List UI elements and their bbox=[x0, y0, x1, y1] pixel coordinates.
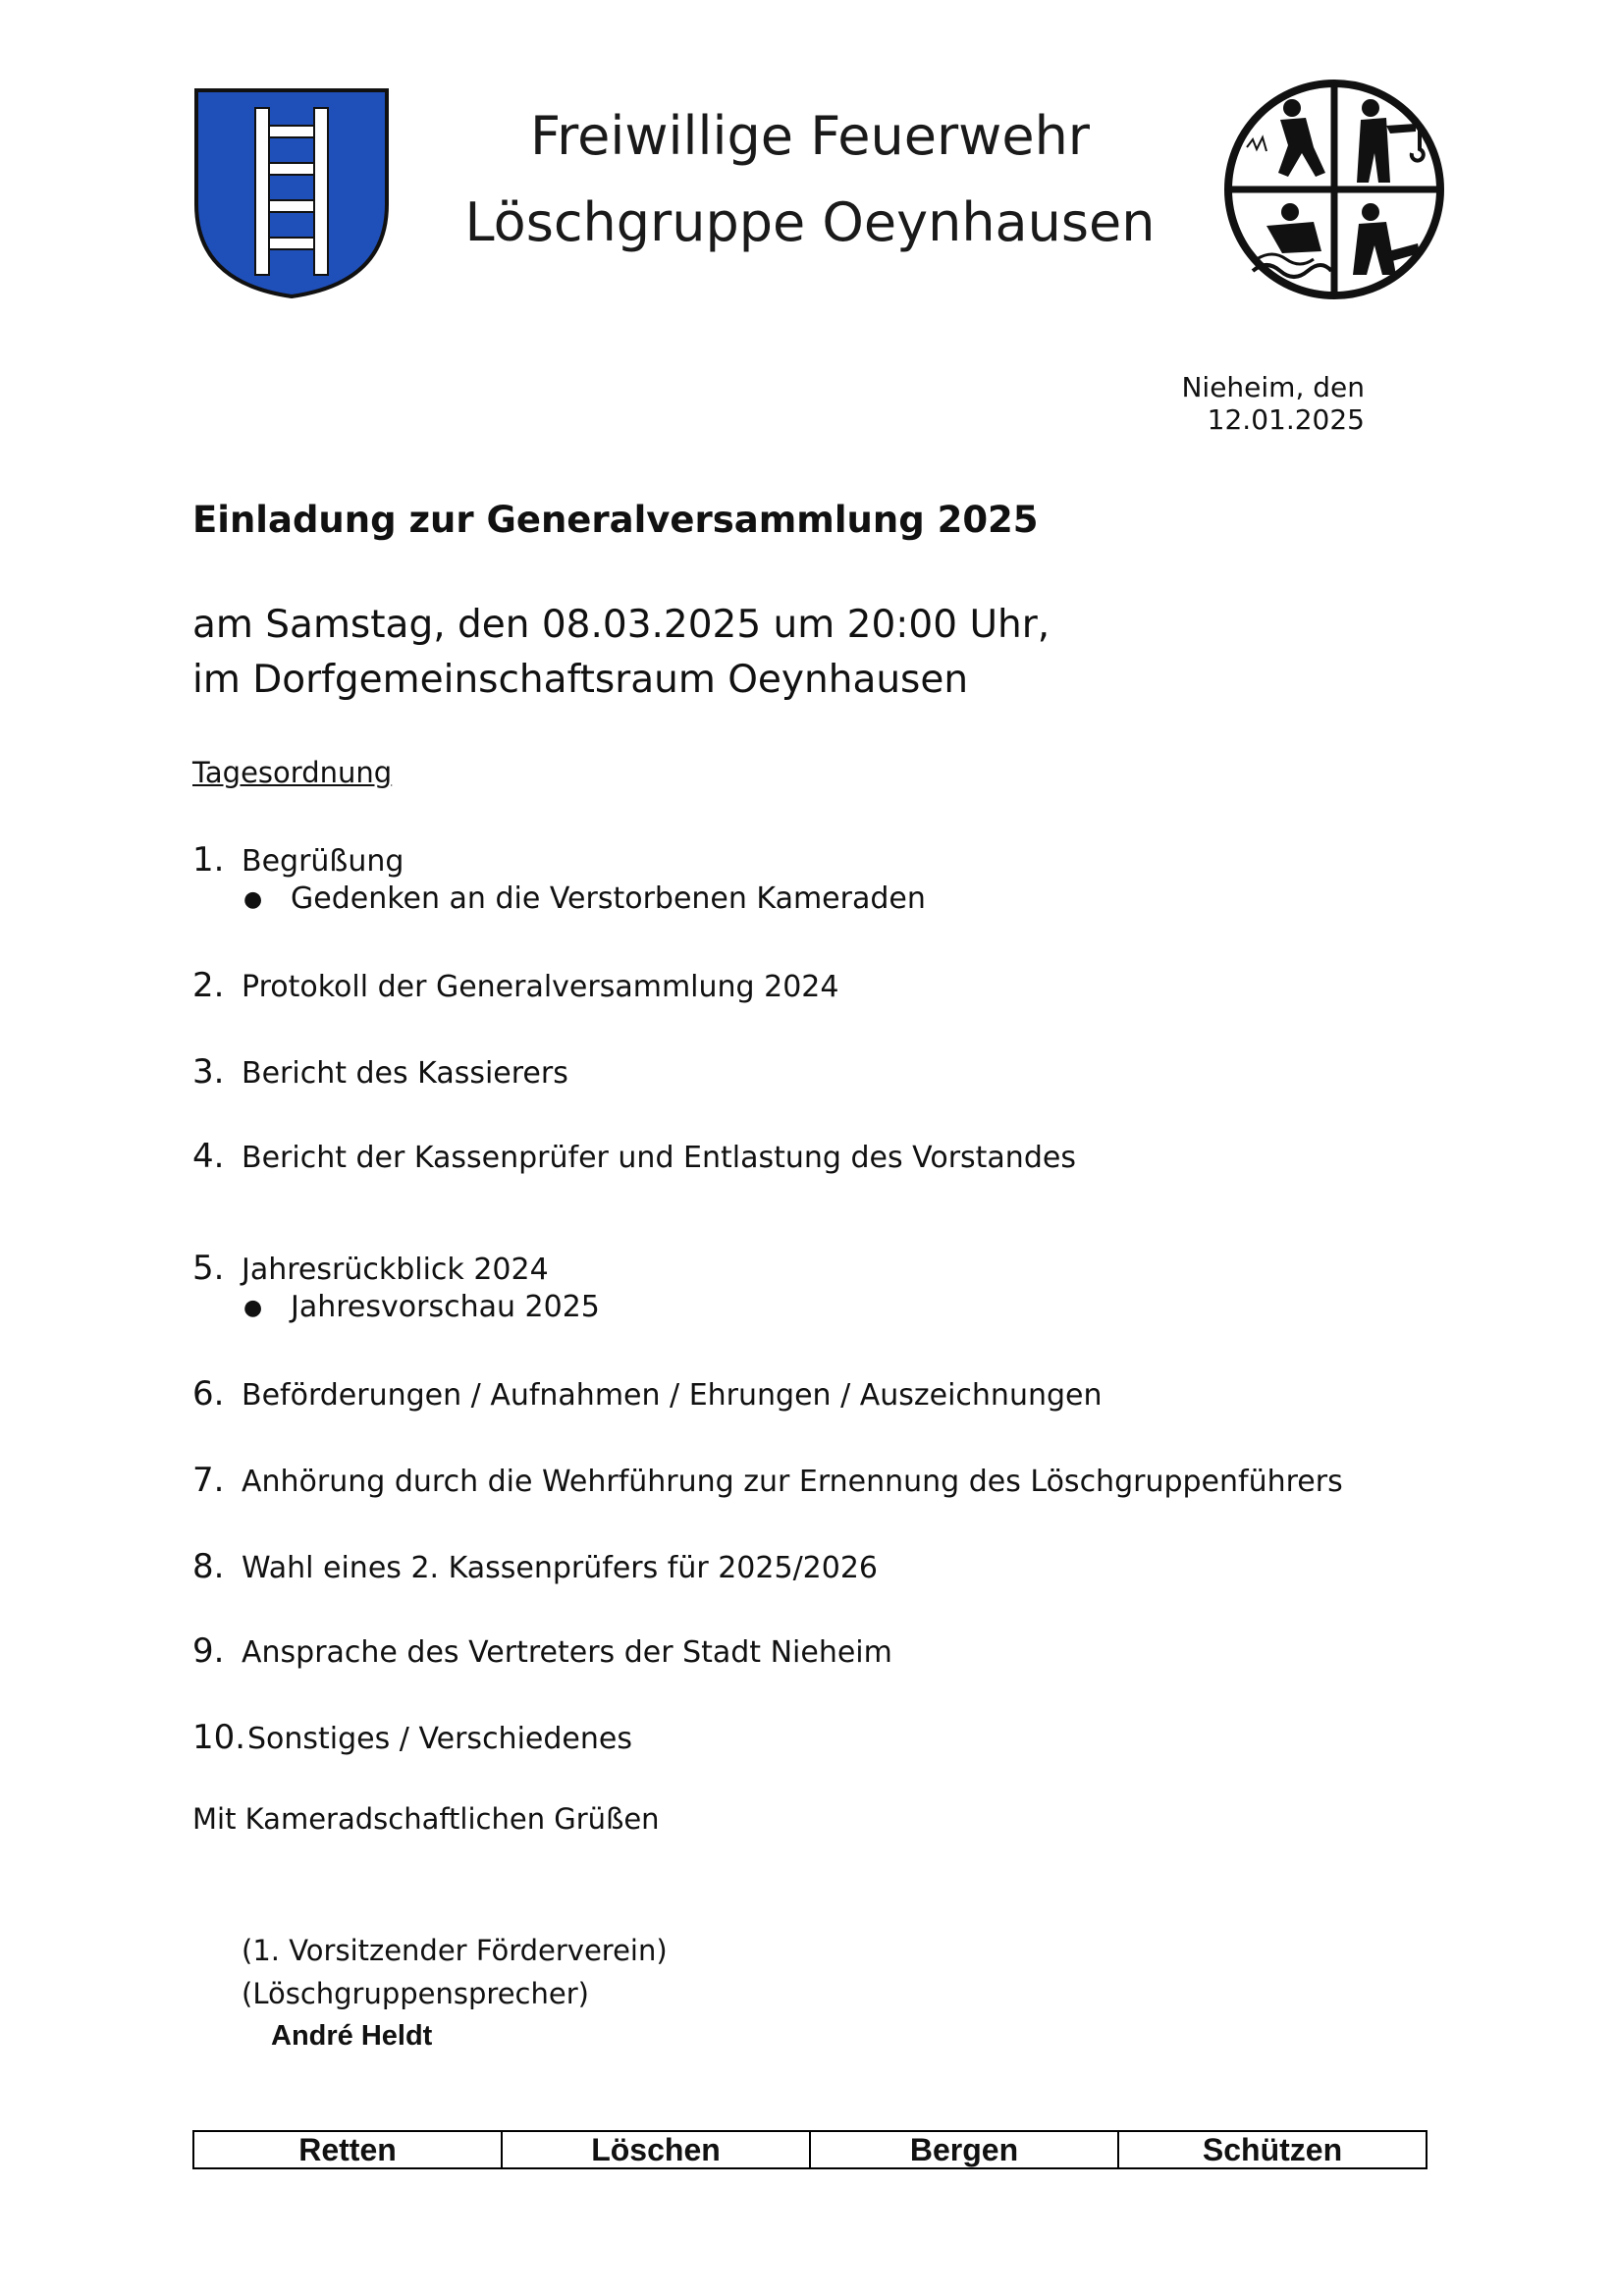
agenda-item bbox=[192, 1718, 632, 1757]
agenda-item-number: 8. bbox=[192, 1547, 225, 1586]
invitation-title: Einladung zur Generalversammlung 2025 bbox=[192, 499, 1039, 541]
agenda-item-text: Protokoll der Generalversammlung 2024 bbox=[242, 970, 839, 1004]
agenda-item-number: 5. bbox=[192, 1249, 225, 1288]
org-name-line2: Löschgruppe Oeynhausen bbox=[464, 191, 1156, 253]
agenda-item bbox=[192, 966, 838, 1005]
agenda-item bbox=[192, 840, 404, 880]
agenda-subitem-text: Gedenken an die Verstorbenen Kameraden bbox=[291, 881, 926, 916]
agenda-subitem bbox=[243, 881, 926, 916]
agenda-item-text: Wahl eines 2. Kassenprüfers für 2025/2026 bbox=[242, 1551, 879, 1585]
agenda-item-number: 3. bbox=[192, 1052, 225, 1092]
agenda-item-text: Bericht des Kassierers bbox=[242, 1056, 568, 1091]
agenda-item-text: Jahresrückblick 2024 bbox=[242, 1253, 549, 1287]
signature-name: André Heldt bbox=[271, 2020, 433, 2052]
agenda-item-number: 1. bbox=[192, 840, 225, 880]
agenda-item bbox=[192, 1374, 1103, 1414]
agenda-item-number: 7. bbox=[192, 1461, 225, 1500]
agenda-item-number: 10. bbox=[192, 1718, 246, 1757]
agenda-item-text: Beförderungen / Aufnahmen / Ehrungen / Auszeichnungen bbox=[242, 1378, 1103, 1413]
agenda-item-text: Bericht der Kassenprüfer und Entlastung des Vorstandes bbox=[242, 1141, 1076, 1175]
ladder-crest-icon bbox=[192, 86, 391, 300]
agenda-subitem bbox=[243, 1290, 600, 1324]
agenda-item-text: Anhörung durch die Wehrführung zur Ernennung des Löschgruppenführers bbox=[242, 1465, 1343, 1499]
agenda-item-number: 6. bbox=[192, 1374, 225, 1414]
agenda-item bbox=[192, 1461, 1343, 1500]
bullet-icon: ● bbox=[243, 887, 263, 912]
motto-cell: Retten bbox=[194, 2132, 503, 2167]
agenda-item-text: Begrüßung bbox=[242, 844, 404, 879]
motto-cell: Löschen bbox=[503, 2132, 811, 2167]
agenda-item bbox=[192, 1052, 568, 1092]
agenda-item-number: 4. bbox=[192, 1137, 225, 1176]
agenda-item bbox=[192, 1137, 1076, 1176]
agenda-item-text: Ansprache des Vertreters der Stadt Nieheim bbox=[242, 1635, 892, 1670]
signature-role-secondary: (Löschgruppensprecher) bbox=[242, 1977, 589, 2010]
agenda-heading: Tagesordnung bbox=[192, 756, 393, 789]
fire-brigade-emblem-icon bbox=[1223, 79, 1445, 300]
agenda-item bbox=[192, 1249, 549, 1288]
bullet-icon: ● bbox=[243, 1296, 263, 1320]
event-location: im Dorfgemeinschaftsraum Oeynhausen bbox=[192, 658, 969, 702]
agenda-item-number: 9. bbox=[192, 1631, 225, 1671]
motto-cell: Schützen bbox=[1202, 2131, 1343, 2167]
agenda-item bbox=[192, 1631, 892, 1671]
signature-role: (1. Vorsitzender Förderverein) bbox=[242, 1934, 668, 1967]
closing-greeting: Mit Kameradschaftlichen Grüßen bbox=[192, 1802, 660, 1836]
motto-table bbox=[192, 2130, 1427, 2169]
event-date-time: am Samstag, den 08.03.2025 um 20:00 Uhr, bbox=[192, 603, 1050, 647]
agenda-subitem-text: Jahresvorschau 2025 bbox=[291, 1290, 600, 1324]
org-name-line1: Freiwillige Feuerwehr bbox=[529, 105, 1090, 167]
agenda-item bbox=[192, 1547, 878, 1586]
agenda-item-number: 2. bbox=[192, 966, 225, 1005]
date-line: Nieheim, den 12.01.2025 bbox=[1181, 371, 1365, 436]
agenda-item-text: Sonstiges / Verschiedenes bbox=[247, 1722, 632, 1756]
motto-cell: Bergen bbox=[811, 2132, 1119, 2167]
